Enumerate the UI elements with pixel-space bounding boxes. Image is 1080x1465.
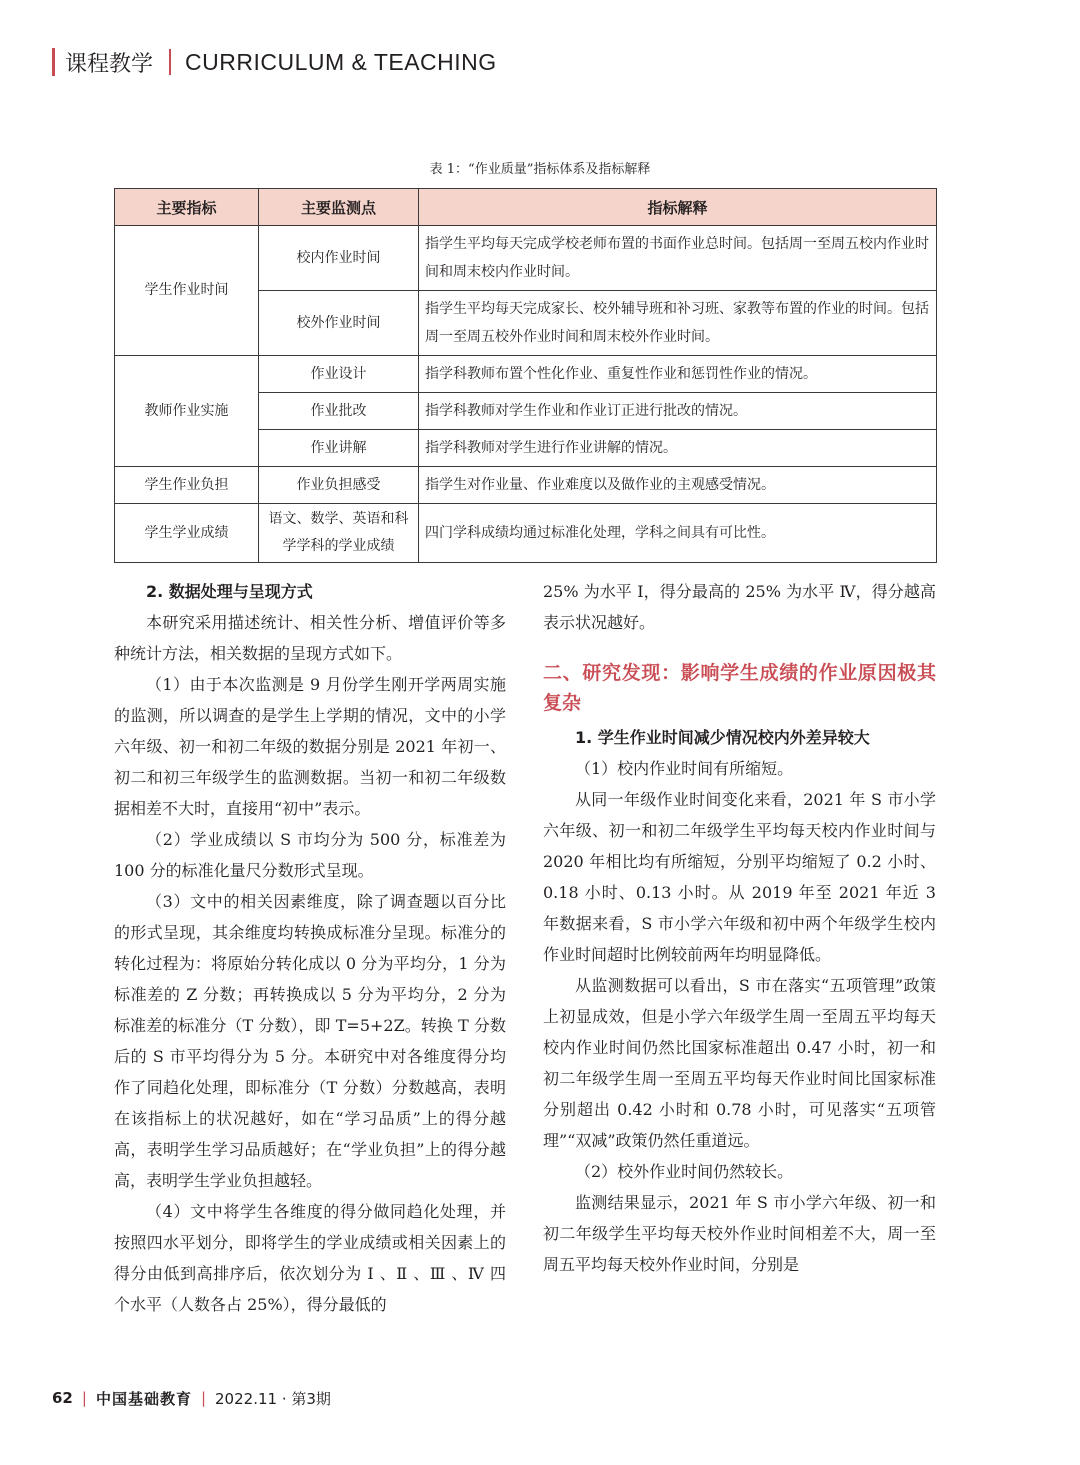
paragraph: （2）校外作业时间仍然较长。 xyxy=(575,1162,794,1181)
explanation-cell: 四门学科成绩均通过标准化处理，学科之间具有可比性。 xyxy=(419,504,937,563)
explanation-cell: 指学科教师布置个性化作业、重复性作业和惩罚性作业的情况。 xyxy=(419,356,937,393)
page-footer xyxy=(52,1386,331,1410)
indicator-cell: 学生作业负担 xyxy=(115,467,259,504)
table-header-row xyxy=(115,189,937,226)
footer-divider: | xyxy=(81,1389,87,1407)
paragraph: （2）学业成绩以 S 市均分为 500 分，标准差为 100 分的标准化量尺分数形式呈现。 xyxy=(114,830,506,880)
page-header xyxy=(52,44,497,80)
indicator-cell: 教师作业实施 xyxy=(115,356,259,467)
subsection-heading-homework-time: 1. 学生作业时间减少情况校内外差异较大 xyxy=(575,728,870,747)
subsection-heading-data-processing: 2. 数据处理与呈现方式 xyxy=(146,582,313,601)
right-column xyxy=(543,576,936,1280)
point-cell: 校内作业时间 xyxy=(259,226,419,291)
paragraph: （4）文中将学生各维度的得分做同趋化处理，并按照四水平划分，即将学生的学业成绩或相关因素上的得分由低到高排序后，依次划分为 Ⅰ 、Ⅱ 、Ⅲ 、Ⅳ 四个水平（人数各占 25%），得分最低的 xyxy=(114,1202,506,1314)
point-cell: 作业负担感受 xyxy=(259,467,419,504)
table-row xyxy=(115,504,937,563)
table-row xyxy=(115,356,937,393)
header-main-indicator: 主要指标 xyxy=(115,189,259,226)
left-column xyxy=(114,576,506,1320)
table-caption: 表 1：“作业质量”指标体系及指标解释 xyxy=(429,162,651,177)
paragraph: （1）校内作业时间有所缩短。 xyxy=(575,759,794,778)
section-name-en: CURRICULUM & TEACHING xyxy=(185,48,497,75)
point-cell: 作业设计 xyxy=(259,356,419,393)
table-row xyxy=(115,226,937,291)
indicator-cell: 学生作业时间 xyxy=(115,226,259,356)
header-monitoring-point: 主要监测点 xyxy=(259,189,419,226)
point-cell: 作业批改 xyxy=(259,393,419,430)
paragraph: （1）由于本次监测是 9 月份学生刚开学两周实施的监测，所以调查的是学生上学期的情况，文中的小学六年级、初一和初二年级的数据分别是 2021 年初一、初二和初三年级学生的监测数据。当初一和初二年级数据相差不大时，直接用“初中”表示。 xyxy=(114,675,506,818)
explanation-cell: 指学科教师对学生作业和作业订正进行批改的情况。 xyxy=(419,393,937,430)
explanation-cell: 指学生平均每天完成学校老师布置的书面作业总时间。包括周一至周五校内作业时间和周末校内作业时间。 xyxy=(419,226,937,291)
paragraph: 本研究采用描述统计、相关性分析、增值评价等多种统计方法，相关数据的呈现方式如下。 xyxy=(114,613,506,663)
explanation-cell: 指学科教师对学生进行作业讲解的情况。 xyxy=(419,430,937,467)
point-cell: 校外作业时间 xyxy=(259,291,419,356)
header-divider xyxy=(169,49,171,75)
issue-info: 2022.11 · 第3期 xyxy=(215,1389,331,1408)
paragraph: 监测结果显示，2021 年 S 市小学六年级、初一和初二年级学生平均每天校外作业时间相差不大，周一至周五平均每天校外作业时间，分别是 xyxy=(543,1193,936,1274)
header-accent-bar xyxy=(52,48,55,76)
section-title-findings: 二、研究发现：影响学生成绩的作业原因极其复杂 xyxy=(543,662,936,714)
section-name-cn: 课程教学 xyxy=(65,51,154,77)
explanation-cell: 指学生平均每天完成家长、校外辅导班和补习班、家教等布置的作业的时间。包括周一至周五校外作业时间和周末校外作业时间。 xyxy=(419,291,937,356)
header-explanation: 指标解释 xyxy=(419,189,937,226)
point-cell: 语文、数学、英语和科学学科的学业成绩 xyxy=(259,504,419,563)
paragraph-continuation: 25% 为水平 Ⅰ，得分最高的 25% 为水平 Ⅳ，得分越高表示状况越好。 xyxy=(543,582,936,632)
paragraph: 从同一年级作业时间变化来看，2021 年 S 市小学六年级、初一和初二年级学生平均每天校内作业时间与 2020 年相比均有所缩短，分别平均缩短了 0.2 小时、0.18 小时、0.13 小时。从 2019 年至 2021 年近 3 年数据来看，S 市小学六年级和初中两个年级学生校内作业时间超时比例较前两年均明显降低。 xyxy=(543,790,936,964)
footer-divider: | xyxy=(200,1389,207,1407)
indicator-cell: 学生学业成绩 xyxy=(115,504,259,563)
paragraph: 从监测数据可以看出，S 市在落实“五项管理”政策上初显成效，但是小学六年级学生周一至周五平均每天校内作业时间仍然比国家标准超出 0.47 小时，初一和初二年级学生周一至周五平均每天作业时间比国家标准分别超出 0.42 小时和 0.78 小时，可见落实“五项管理”“双减”政策仍然任重道远。 xyxy=(543,976,936,1150)
explanation-cell: 指学生对作业量、作业难度以及做作业的主观感受情况。 xyxy=(419,467,937,504)
indicator-table xyxy=(114,188,937,563)
page-number: 62 xyxy=(52,1389,73,1407)
table-row xyxy=(115,467,937,504)
magazine-name: 中国基础教育 xyxy=(95,1389,192,1408)
point-cell: 作业讲解 xyxy=(259,430,419,467)
paragraph: （3）文中的相关因素维度，除了调查题以百分比的形式呈现，其余维度均转换成标准分呈现。标准分的转化过程为：将原始分转化成以 0 分为平均分，1 分为标准差的 Z 分数；再转换成以 5 分为平均分，2 分为标准差的标准分（T 分数），即 T=5+2Z。转换 T 分数后的 S 市平均得分为 5 分。本研究中对各维度得分均作了同趋化处理，即标准分（T 分数）分数越高，表明在该指标上的状况越好，如在“学习品质”上的得分越高，表明学生学习品质越好；在“学业负担”上的得分越高，表明学生学业负担越轻。 xyxy=(114,892,506,1190)
